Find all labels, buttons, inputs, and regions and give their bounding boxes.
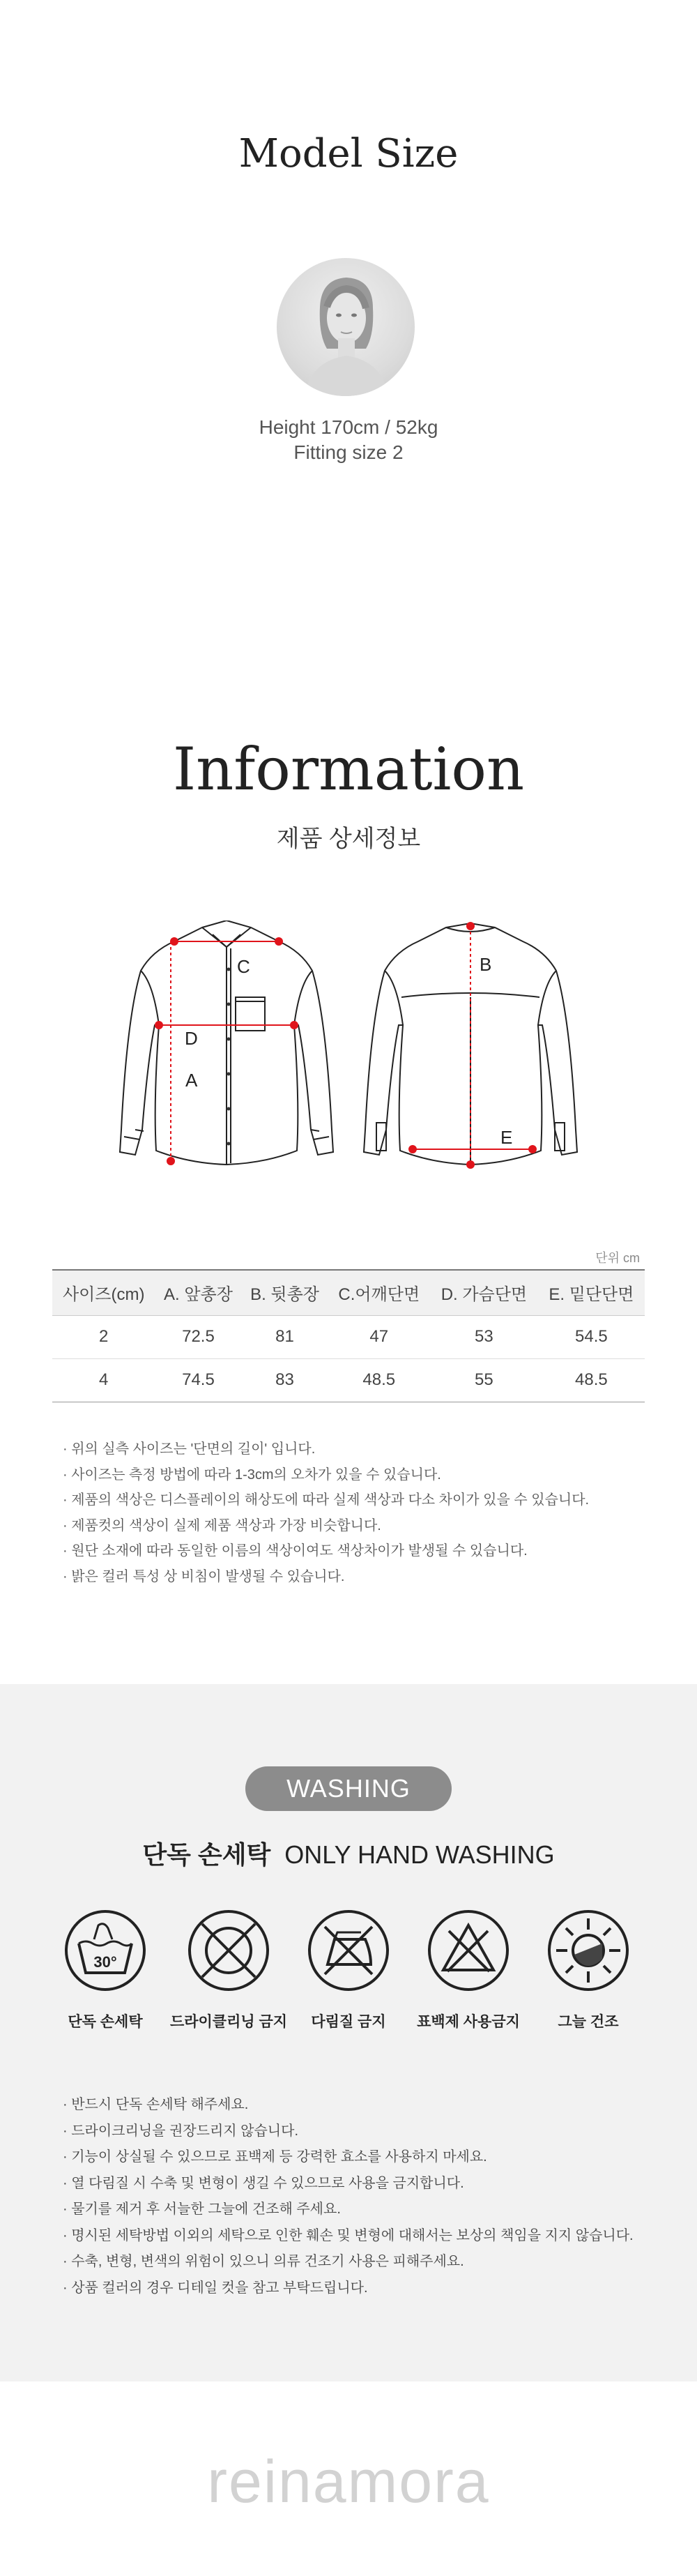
- care-label: 드라이클리닝 금지: [169, 2014, 288, 2030]
- washing-title-ko: 단독 손세탁: [142, 1840, 271, 1869]
- table-header: D. 가슴단면: [430, 1270, 538, 1315]
- note-item: · 원단 소재에 따라 동일한 이름의 색상이여도 색상차이가 발생될 수 있습니다.: [63, 1543, 528, 1559]
- shirt-back-diagram: [362, 920, 579, 1182]
- label-b: B: [480, 954, 492, 975]
- note-item: · 드라이크리닝을 권장드리지 않습니다.: [63, 2123, 299, 2139]
- washing-title: [0, 1835, 697, 1871]
- table-cell: 47: [328, 1315, 430, 1358]
- label-c: C: [237, 956, 250, 977]
- no-bleach-icon: [427, 1909, 510, 1992]
- table-cell: 2: [52, 1315, 155, 1358]
- care-label: 단독 손세탁: [68, 2014, 143, 2030]
- model-height: Height 170cm / 52kg: [259, 416, 438, 438]
- no-dry-clean-icon: [187, 1909, 270, 1992]
- information-title: Information: [172, 735, 525, 803]
- table-cell: 83: [241, 1358, 328, 1402]
- table-header: C.어깨단면: [328, 1270, 430, 1315]
- shirt-front-diagram: [118, 920, 335, 1182]
- care-label: 다림질 금지: [311, 2014, 386, 2030]
- table-cell: 81: [241, 1315, 328, 1358]
- model-size-title: Model Size: [238, 131, 459, 176]
- model-avatar: [277, 258, 415, 396]
- wash-temp: 30°: [93, 1953, 117, 1971]
- table-cell: 74.5: [155, 1358, 241, 1402]
- table-row: [52, 1358, 645, 1402]
- table-header: E. 밑단단면: [538, 1270, 645, 1315]
- note-item: · 반드시 단독 손세탁 해주세요.: [63, 2097, 249, 2112]
- washing-badge: WASHING: [245, 1766, 452, 1811]
- size-notes: [63, 1437, 589, 1589]
- note-item: · 명시된 세탁방법 이외의 세탁으로 인한 훼손 및 변형에 대해서는 보상의 책임을 지지 않습니다.: [63, 2227, 634, 2243]
- information-subtitle: 제품 상세정보: [276, 826, 421, 852]
- care-label: 그늘 건조: [558, 2014, 619, 2030]
- shirt-front-outline: [120, 920, 333, 1165]
- note-item: · 상품 컬러의 경우 디테일 컷을 참고 부탁드립니다.: [63, 2280, 368, 2296]
- note-item: · 열 다림질 시 수축 및 변형이 생길 수 있으므로 사용을 금지합니다.: [63, 2175, 464, 2191]
- washing-section: [0, 1684, 697, 2381]
- washing-notes: [63, 2092, 634, 2301]
- care-label: 표백제 사용금지: [417, 2014, 520, 2030]
- table-row: [52, 1315, 645, 1358]
- hand-wash-icon: [63, 1909, 147, 1992]
- shade-dry-icon: [546, 1909, 630, 1992]
- model-portrait: [277, 258, 415, 396]
- washing-title-en: ONLY HAND WASHING: [284, 1840, 555, 1869]
- table-cell: 53: [430, 1315, 538, 1358]
- size-table: [52, 1269, 645, 1402]
- note-item: · 기능이 상실될 수 있으므로 표백제 등 강력한 효소를 사용하지 마세요.: [63, 2149, 487, 2165]
- table-header: A. 앞총장: [155, 1270, 241, 1315]
- note-item: · 사이즈는 측정 방법에 따라 1-3cm의 오차가 있을 수 있습니다.: [63, 1467, 441, 1483]
- table-cell: 72.5: [155, 1315, 241, 1358]
- table-header: B. 뒷총장: [241, 1270, 328, 1315]
- table-header: 사이즈(cm): [52, 1270, 155, 1315]
- note-item: · 수축, 변형, 변색의 위험이 있으니 의류 건조기 사용은 피해주세요.: [63, 2254, 464, 2269]
- information-section: [0, 628, 697, 1684]
- table-cell: 48.5: [328, 1358, 430, 1402]
- note-item: · 위의 실측 사이즈는 '단면의 길이' 입니다.: [63, 1441, 316, 1457]
- label-e: E: [500, 1127, 513, 1148]
- label-a: A: [185, 1070, 198, 1091]
- model-size-section: [0, 0, 697, 628]
- note-item: · 밝은 컬러 특성 상 비침이 발생될 수 있습니다.: [63, 1568, 345, 1584]
- brand-footer: [0, 2381, 697, 2576]
- unit-label: 단위 cm: [595, 1251, 640, 1265]
- no-iron-icon: [307, 1909, 390, 1992]
- note-item: · 제품컷의 색상이 실제 제품 색상과 가장 비슷합니다.: [63, 1517, 381, 1533]
- brand-logo: reinamora: [207, 2448, 490, 2515]
- table-cell: 55: [430, 1358, 538, 1402]
- note-item: · 물기를 제거 후 서늘한 그늘에 건조해 주세요.: [63, 2202, 341, 2217]
- table-cell: 48.5: [538, 1358, 645, 1402]
- label-d: D: [185, 1028, 198, 1049]
- table-header-row: [52, 1270, 645, 1315]
- model-fitting-size: Fitting size 2: [293, 441, 404, 463]
- note-item: · 제품의 색상은 디스플레이의 해상도에 따라 실제 색상과 다소 차이가 있을 수 있습니다.: [63, 1492, 590, 1508]
- table-cell: 54.5: [538, 1315, 645, 1358]
- measure-lines-back: [409, 923, 536, 1168]
- table-cell: 4: [52, 1358, 155, 1402]
